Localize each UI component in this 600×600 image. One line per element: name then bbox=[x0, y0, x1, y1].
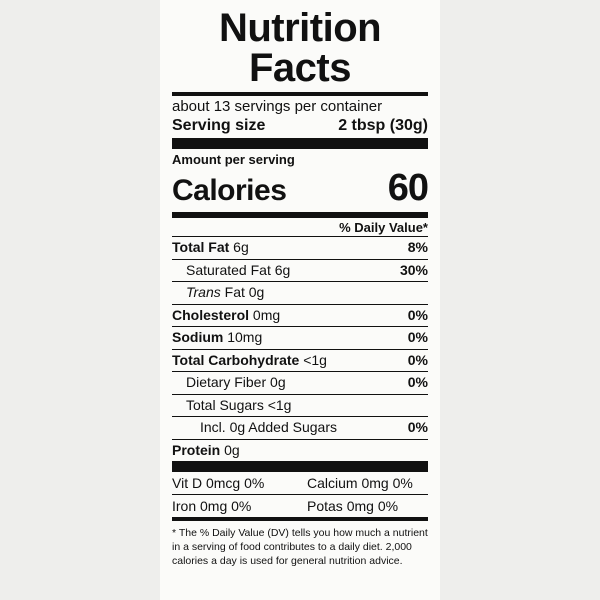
daily-value-footnote: * The % Daily Value (DV) tells you how much a nutrient in a serving of food contributes to a daily diet. 2,000 calories a day is used for general nutrition advice. bbox=[172, 527, 428, 568]
nutrient-list bbox=[172, 237, 428, 461]
nutrient-name-text: Saturated Fat bbox=[186, 261, 271, 278]
calories-row bbox=[172, 167, 428, 212]
nutrient-name bbox=[172, 239, 249, 257]
nutrient-name bbox=[172, 307, 280, 325]
nutrient-amount: 6g bbox=[270, 261, 291, 278]
nutrient-daily-value: 0% bbox=[407, 351, 428, 368]
servings-per-container: about 13 servings per container bbox=[172, 98, 383, 115]
vitamin-cell: Potas 0mg 0% bbox=[307, 498, 399, 514]
nutrient-name bbox=[172, 352, 327, 370]
nutrient-row bbox=[172, 395, 428, 417]
nutrient-amount: <1g bbox=[299, 351, 327, 368]
nutrient-amount: Fat 0g bbox=[220, 284, 265, 300]
nutrient-amount: 10mg bbox=[223, 329, 263, 345]
nutrient-name bbox=[186, 397, 291, 415]
nutrient-daily-value: 0% bbox=[407, 374, 428, 390]
nutrient-row bbox=[172, 417, 428, 439]
nutrient-name-text: Incl. 0g Added Sugars bbox=[200, 419, 337, 435]
nutrient-name-text: Sodium bbox=[172, 329, 224, 345]
divider-thick-top bbox=[172, 138, 428, 149]
nutrient-name-text: Dietary Fiber bbox=[186, 374, 267, 390]
nutrient-name bbox=[200, 419, 337, 437]
serving-size-row bbox=[172, 116, 428, 138]
nutrient-row bbox=[172, 237, 428, 259]
nutrition-facts-title: Nutrition Facts bbox=[218, 6, 382, 90]
nutrient-name bbox=[172, 442, 240, 460]
nutrient-row bbox=[172, 327, 428, 349]
nutrient-name bbox=[172, 329, 262, 347]
amount-per-serving-label: Amount per serving bbox=[172, 152, 295, 167]
nutrient-daily-value: 0% bbox=[407, 329, 428, 345]
nutrient-amount: 0g bbox=[266, 374, 286, 390]
nutrient-name bbox=[186, 374, 286, 392]
nutrient-name-text: Total Fat bbox=[172, 239, 230, 255]
nutrient-name-text: Trans bbox=[186, 284, 221, 300]
nutrition-facts-panel bbox=[160, 0, 440, 600]
nutrient-amount: <1g bbox=[263, 396, 292, 413]
nutrient-daily-value: 0% bbox=[407, 306, 428, 323]
vitamin-cell: Iron 0mg 0% bbox=[172, 498, 252, 514]
vitamin-cell: Vit D 0mcg 0% bbox=[172, 475, 265, 491]
nutrient-name-text: Protein bbox=[172, 441, 221, 458]
nutrient-daily-value: 0% bbox=[407, 419, 428, 435]
vitamin-cell: Calcium 0mg 0% bbox=[307, 475, 413, 491]
serving-size-label: Serving size bbox=[172, 117, 266, 134]
nutrient-row bbox=[172, 440, 428, 462]
nutrient-amount: 6g bbox=[229, 239, 249, 255]
nutrient-daily-value: 8% bbox=[407, 239, 428, 255]
nutrient-name-text: Total Carbohydrate bbox=[172, 351, 300, 368]
daily-value-header: % Daily Value* bbox=[339, 220, 428, 235]
nutrient-amount: 0mg bbox=[249, 306, 281, 323]
nutrient-daily-value: 30% bbox=[399, 261, 428, 278]
nutrient-amount: 0g bbox=[220, 441, 240, 458]
nutrient-name-text: Total Sugars bbox=[186, 396, 264, 413]
vitamin-row bbox=[172, 472, 428, 494]
nutrient-row bbox=[172, 305, 428, 327]
calories-label: Calories bbox=[172, 174, 287, 207]
divider-thick-bottom bbox=[172, 461, 428, 472]
serving-size-value: 2 tbsp (30g) bbox=[338, 117, 428, 134]
nutrient-name-text: Cholesterol bbox=[172, 306, 250, 323]
nutrient-row bbox=[172, 350, 428, 372]
vitamin-list bbox=[172, 472, 428, 517]
nutrient-row bbox=[172, 260, 428, 282]
nutrient-row bbox=[172, 282, 428, 304]
calories-value: 60 bbox=[387, 167, 428, 209]
nutrient-name bbox=[186, 262, 290, 280]
nutrient-name bbox=[186, 284, 264, 302]
nutrient-row bbox=[172, 372, 428, 394]
vitamin-row bbox=[172, 495, 428, 517]
